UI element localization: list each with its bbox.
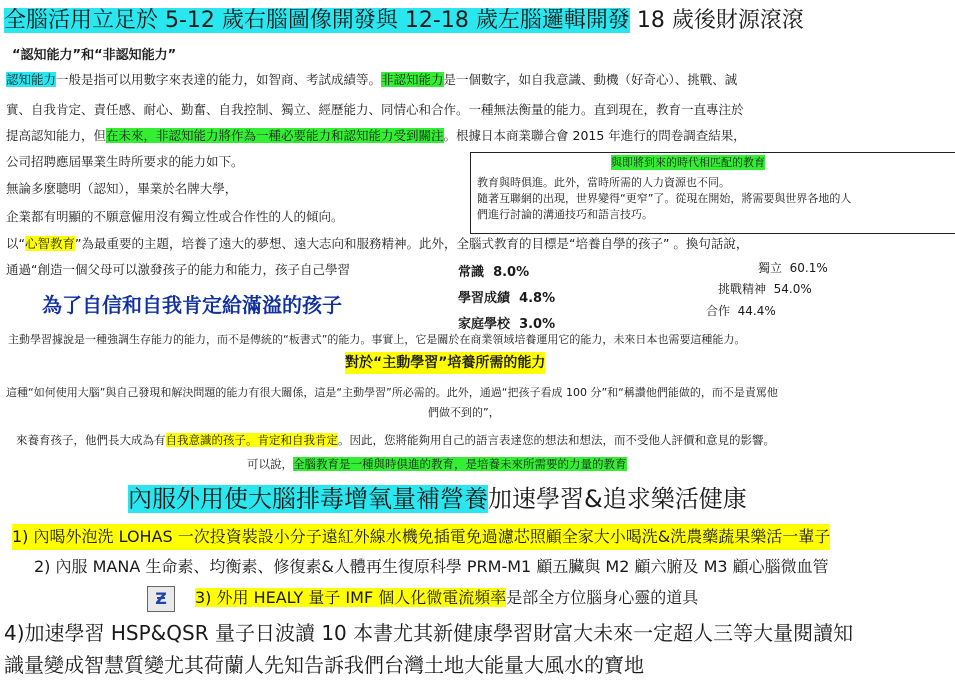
term-cognitive: 認知能力	[6, 72, 57, 87]
item-4-line2: 識量變成智慧質變尤其荷蘭人先知告訴我們台灣土地大能量大風水的寶地	[4, 653, 644, 677]
section-heading: “認知能力”和“非認知能力”	[12, 48, 177, 63]
stat-label: 合作	[706, 304, 731, 318]
para2-line2: 通過“創造一個父母可以激發孩子的能力和能力，孩子自己學習	[6, 262, 350, 277]
heading-health-rest: 加速學習&追求樂活健康	[488, 485, 747, 513]
item-3-highlighted: 3) 外用 HEALY 量子 IMF 個人化微電流頻率	[195, 588, 507, 607]
stat-label: 家庭學校	[458, 317, 511, 332]
para4-line4	[247, 454, 627, 474]
para1-line4: 公司招聘應屆畢業生時所要求的能力如下。	[6, 154, 244, 169]
item-4-line1: 4)加速學習 HSP&QSR 量子日波讀 10 本書尤其新健康學習財富大未來一定超人三等大量閱讀知	[4, 621, 854, 645]
stat-value: 8.0%	[493, 265, 530, 280]
highlight-self-awareness: 自我意識的孩子。肯定和自我肯定	[165, 433, 338, 447]
para4-line3	[16, 430, 775, 450]
text: 是一個數字，如自我意識、動機（好奇心）、挑戰、誠	[443, 72, 738, 87]
stat-label: 學習成績	[458, 291, 511, 306]
item-1-lohas: 1) 內喝外泡洗 LOHAS 一次投資裝設小分子遠紅外線水機免插電免過濾芯照顧全家大小喝洗&洗農藥蔬果樂活一輩子	[12, 524, 830, 550]
para3: 主動學習據說是一種強調生存能力的能力，而不是傳統的“板書式”的能力。事實上，它是關於在商業領域培養運用它的能力，未來日本也需要這種能力。	[8, 333, 746, 346]
stat-label: 挑戰精神	[718, 282, 767, 296]
education-note-box	[470, 152, 955, 234]
highlight-mind-education: 心智教育	[24, 236, 75, 251]
text: 來養育孩子，他們長大成為有	[16, 433, 166, 447]
para4-line2: 們做不到的”，	[428, 406, 500, 419]
document-icon[interactable]: Ƶ	[147, 586, 175, 612]
slogan: 為了自信和自我肯定給滿溢的孩子	[42, 293, 342, 317]
stat-label: 獨立	[758, 261, 783, 275]
stat-value: 44.4%	[737, 304, 776, 318]
para2-line1	[6, 232, 748, 256]
term-noncognitive: 非認知能力	[381, 72, 444, 87]
item-2-mana: 2) 內服 MANA 生命素、均衡素、修復素&人體再生復原科學 PRM-M1 顧五臟與 M2 顧六腑及 M3 顧心腦微血管	[34, 557, 829, 576]
stat-right-0	[758, 259, 828, 276]
stat-value: 3.0%	[519, 317, 556, 332]
para4-line1: 這種“如何使用大腦”與自己發現和解決問題的能力有很大關係，這是“主動學習”所必需的。此外，通過“把孩子看成 100 分”和“稱讚他們能做的，而不是責罵他	[6, 386, 778, 399]
text: 一般是指可以用數字來表達的能力，如智商、考試成績等。	[56, 72, 382, 87]
text: 提高認知能力，但	[6, 128, 107, 143]
box-line2: 隨著互聯網的出現，世界變得“更窄”了。從現在開始，將需要與世界各地的人	[477, 192, 852, 205]
subheading-active-learning: 對於“主動學習”培養所需的能力	[345, 352, 545, 374]
stat-value: 4.8%	[519, 291, 556, 306]
document-title	[4, 6, 804, 36]
stat-label: 常識	[458, 265, 485, 280]
text: 。根據日本商業聯合會 2015 年進行的問卷調查結果，	[443, 128, 746, 143]
para1-line3	[6, 124, 746, 148]
box-line1: 教育與時俱進。此外，當時所需的人力資源也不同。	[477, 176, 730, 189]
text: 可以說，	[247, 457, 293, 471]
title-rest: 18 歲後財源滾滾	[636, 8, 804, 33]
para1-line1	[6, 68, 737, 92]
heading-health-highlighted: 內服外用使大腦排毒增氧量補營養	[128, 485, 488, 513]
box-title: 與即將到來的時代相匹配的教育	[611, 156, 765, 169]
text: 以“	[6, 236, 25, 251]
highlight-future: 在未來，非認知能力將作為一種必要能力和認知能力受到關注	[106, 128, 444, 143]
text: 。因此，您將能夠用自己的語言表達您的想法和想法，而不受他人評價和意見的影響。	[338, 433, 775, 447]
stat-right-1	[718, 280, 812, 297]
heading-health	[128, 482, 747, 516]
stat-right-2	[706, 302, 776, 319]
text: 是部全方位腦身心靈的道具	[506, 588, 699, 607]
para1-line5: 無論多麼聰明（認知），畢業於名牌大學，	[6, 181, 238, 196]
item-3-healy	[195, 585, 698, 611]
para1-line6: 企業都有明顯的不願意僱用沒有獨立性或合作性的人的傾向。	[6, 209, 344, 224]
para1-line2: 實、自我肯定、責任感、耐心、勤奮、自我控制、獨立、經歷能力、同情心和合作。一種無法衡量的能力。直到現在，教育一直專注於	[6, 102, 744, 117]
stat-value: 54.0%	[773, 282, 812, 296]
title-highlighted: 全腦活用立足於 5-12 歲右腦圖像開發與 12-18 歲左腦邏輯開發	[4, 8, 630, 33]
highlight-whole-brain: 全腦教育是一種與時俱進的教育，是培養未來所需要的力量的教育	[293, 457, 627, 471]
stat-value: 60.1%	[789, 261, 828, 275]
text: ”為最重要的主題，培養了遠大的夢想、遠大志向和服務精神。此外，全腦式教育的目標是“培養自學的孩子” 。換句話說，	[75, 236, 749, 251]
stat-left-1	[458, 287, 555, 306]
box-line3: 們進行討論的溝通技巧和語言技巧。	[477, 208, 653, 221]
stat-left-0	[458, 261, 529, 280]
